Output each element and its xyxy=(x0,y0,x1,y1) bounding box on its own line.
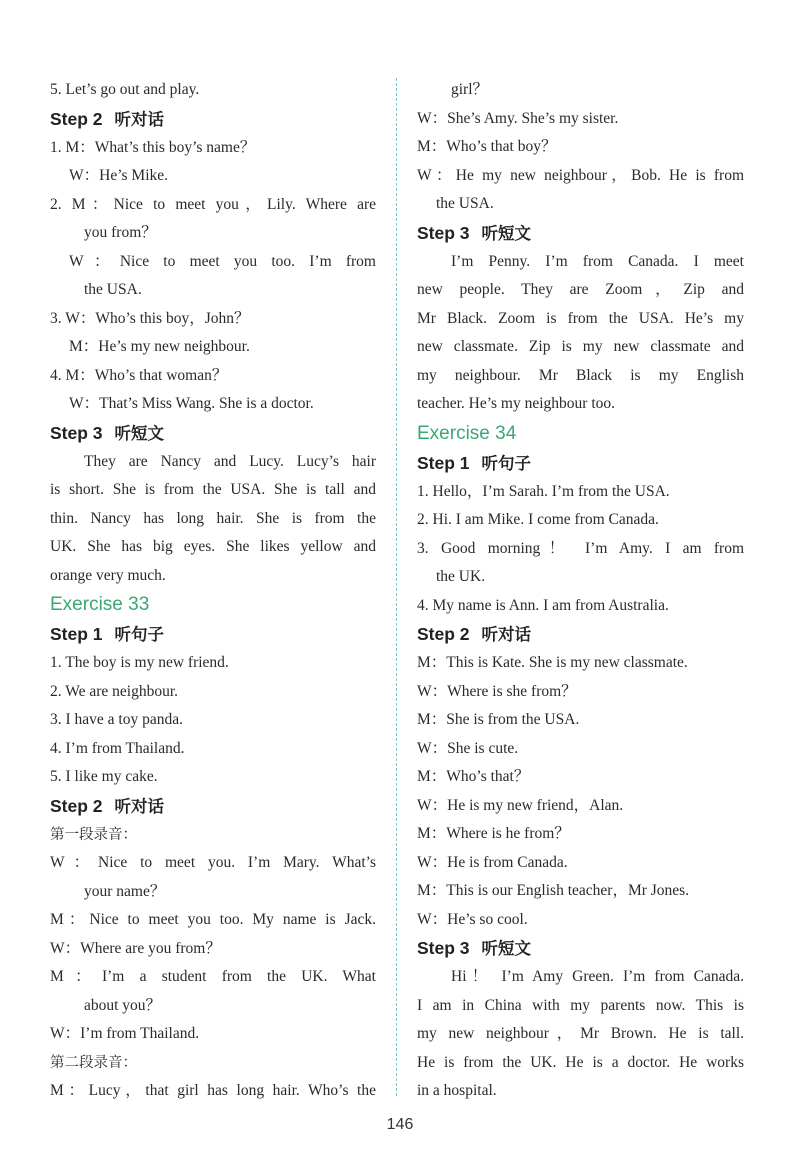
exercise-heading: Exercise 33 xyxy=(50,594,150,615)
paragraph-line: my new neighbour，Mr Brown. He is tall. xyxy=(417,1025,744,1042)
text-line: 3. W：Who’s this boy，John？ xyxy=(50,309,250,327)
segment-label: 第一段录音： xyxy=(50,826,137,843)
column-divider xyxy=(396,78,397,1096)
step-heading xyxy=(417,934,744,963)
step-heading xyxy=(50,105,376,134)
text-line: M：He’s my new neighbour. xyxy=(69,338,250,355)
text-line: 3. I have a toy panda. xyxy=(50,711,183,728)
paragraph-line: thin. Nancy has long hair. She is from the xyxy=(50,509,376,527)
text-line: the UK. xyxy=(436,568,486,585)
step-heading xyxy=(50,620,376,649)
text-line: W：Where are you from？ xyxy=(50,939,221,957)
text-line: 1. M：What’s this boy’s name？ xyxy=(50,138,256,156)
text-line: your name？ xyxy=(84,882,166,900)
text-line: you from？ xyxy=(84,224,157,241)
text-line: 4. M：Who’s that woman？ xyxy=(50,366,228,384)
text-line: 2. We are neighbour. xyxy=(50,682,179,700)
step-title: 听句子 xyxy=(481,454,532,473)
step-label: Step 1 xyxy=(50,624,103,644)
paragraph-line: He is from the UK. He is a doctor. He works xyxy=(417,1053,744,1071)
step-title: 听对话 xyxy=(481,626,532,644)
text-line: W：He is from Canada. xyxy=(417,853,568,871)
paragraph-line: I am in China with my parents now. This is xyxy=(417,996,744,1014)
text-line: W：She is cute. xyxy=(417,739,519,757)
step-heading xyxy=(50,419,376,448)
text-line: W：That’s Miss Wang. She is a doctor. xyxy=(69,395,314,412)
step-label: Step 2 xyxy=(50,795,103,816)
step-heading xyxy=(417,620,744,649)
step-label: Step 2 xyxy=(417,624,470,644)
paragraph-line: UK. She has big eyes. She likes yellow and xyxy=(50,538,376,555)
step-title: 听对话 xyxy=(114,797,165,816)
step-label: Step 3 xyxy=(417,222,470,243)
text-line: W：Nice to meet you too. I’m from xyxy=(69,252,376,270)
text-line: M：Where is he from？ xyxy=(417,825,570,842)
text-line: M：She is from the USA. xyxy=(417,711,580,728)
step-title: 听短文 xyxy=(481,940,532,958)
step-heading xyxy=(417,219,744,248)
paragraph-line: Hi！ I’m Amy Green. I’m from Canada. xyxy=(451,968,744,985)
text-line: M：Who’s that boy？ xyxy=(417,138,557,155)
paragraph-line: in a hospital. xyxy=(417,1082,497,1099)
paragraph-line: teacher. He’s my neighbour too. xyxy=(417,395,616,412)
text-line: W：He’s so cool. xyxy=(417,910,528,928)
paragraph-line: Mr Black. Zoom is from the USA. He’s my xyxy=(417,309,744,327)
text-line: 2. Hi. I am Mike. I come from Canada. xyxy=(417,511,659,528)
paragraph-line: I’m Penny. I’m from Canada. I meet xyxy=(451,252,744,270)
segment-label: 第二段录音： xyxy=(50,1054,137,1071)
text-line: the USA. xyxy=(84,281,142,298)
step-title: 听对话 xyxy=(114,110,165,129)
right-column xyxy=(417,76,744,1106)
text-line: W：He my new neighbour，Bob. He is from xyxy=(417,166,744,184)
text-line: W：She’s Amy. She’s my sister. xyxy=(417,109,619,127)
step-label: Step 2 xyxy=(50,108,103,129)
left-column xyxy=(50,76,376,1106)
text-line: M：Lucy，that girl has long hair. Who’s the xyxy=(50,1082,376,1099)
text-line: W：Nice to meet you. I’m Mary. What’s xyxy=(50,854,376,871)
step-title: 听短文 xyxy=(114,424,165,443)
paragraph-line: is short. She is from the USA. She is tall and xyxy=(50,481,376,498)
text-line: 5. I like my cake. xyxy=(50,768,158,785)
step-label: Step 3 xyxy=(417,938,470,958)
step-label: Step 3 xyxy=(50,422,103,443)
text-line: M：Who’s that？ xyxy=(417,768,530,785)
text-line: M：I’m a student from the UK. What xyxy=(50,968,376,985)
step-heading xyxy=(417,449,744,478)
exercise-heading: Exercise 34 xyxy=(417,422,517,444)
step-label: Step 1 xyxy=(417,452,470,473)
text-line: 5. Let’s go out and play. xyxy=(50,81,200,98)
text-line: 4. I’m from Thailand. xyxy=(50,739,185,757)
page-number: 146 xyxy=(386,1116,414,1133)
text-line: 3. Good morning！ I’m Amy. I am from xyxy=(417,539,744,557)
text-line: W：Where is she from？ xyxy=(417,682,577,700)
text-line: 1. Hello，I’m Sarah. I’m from the USA. xyxy=(417,482,670,500)
text-line: W：I’m from Thailand. xyxy=(50,1025,200,1042)
text-line: about you？ xyxy=(84,996,162,1014)
text-line: W：He is my new friend，Alan. xyxy=(417,796,624,814)
paragraph-line: my neighbour. Mr Black is my English xyxy=(417,366,744,384)
paragraph-line: orange very much. xyxy=(50,566,166,584)
text-line: girl？ xyxy=(451,81,489,98)
text-line: 2. M：Nice to meet you，Lily. Where are xyxy=(50,195,376,213)
text-line: 1. The boy is my new friend. xyxy=(50,654,229,671)
text-line: M：Nice to meet you too. My name is Jack. xyxy=(50,911,376,928)
step-title: 听短文 xyxy=(481,224,532,243)
paragraph-line: new people. They are Zoom，Zip and xyxy=(417,281,744,298)
step-title: 听句子 xyxy=(114,626,165,644)
step-heading xyxy=(50,792,376,821)
paragraph-line: new classmate. Zip is my new classmate and xyxy=(417,338,744,355)
text-line: M：This is our English teacher，Mr Jones. xyxy=(417,882,690,899)
text-line: the USA. xyxy=(436,195,494,212)
text-line: 4. My name is Ann. I am from Australia. xyxy=(417,596,669,614)
text-line: W：He’s Mike. xyxy=(69,167,169,184)
text-line: M：This is Kate. She is my new classmate. xyxy=(417,654,688,671)
paragraph-line: They are Nancy and Lucy. Lucy’s hair xyxy=(84,452,376,470)
